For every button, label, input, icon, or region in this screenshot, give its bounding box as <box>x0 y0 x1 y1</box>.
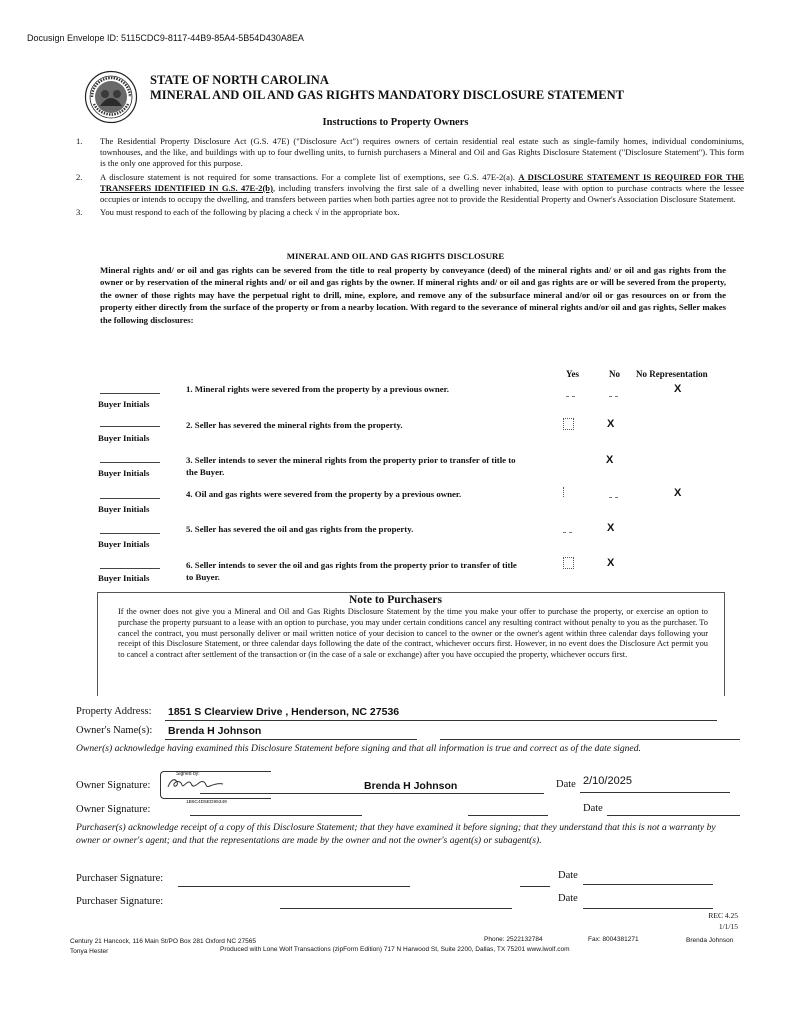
form-title <box>150 73 624 103</box>
owner-printed-name: Brenda H Johnson <box>364 780 458 792</box>
disclosure-heading: MINERAL AND OIL AND GAS RIGHTS DISCLOSURE <box>286 251 505 261</box>
instruction-item: 1. The Residential Property Disclosure Act (G.S. 47E) ("Disclosure Act") requires owners of certain residential real estate such as single-family homes, individual condominiums, townhouses, and the like, and buildings with up to four dwelling units, to furnish purchasers a Mineral and Oil and Gas Rights Disclosure Statement ("Disclosure Statement"). This form is the only one approved for this purpose. <box>76 136 744 169</box>
purchaser-date-2-label: Date <box>558 893 578 904</box>
yes-checkbox[interactable] <box>563 557 574 569</box>
owner-date-2-line[interactable] <box>607 815 740 816</box>
buyer-initials-label: Buyer Initials <box>98 433 150 443</box>
no-checkbox-checked[interactable]: X <box>607 522 615 534</box>
no-checkbox[interactable] <box>609 396 618 397</box>
buyer-initials-line[interactable] <box>100 393 160 394</box>
purchaser-date-1-line[interactable] <box>583 884 713 885</box>
title-form: MINERAL AND OIL AND GAS RIGHTS MANDATORY DISCLOSURE STATEMENT <box>150 88 624 102</box>
nr-checkbox-checked[interactable]: X <box>674 487 682 499</box>
instructions-heading: Instructions to Property Owners <box>322 117 469 128</box>
footer-doc-name: Brenda Johnson <box>686 937 734 944</box>
footer-company: Century 21 Hancock, 116 Main St/PO Box 281 Oxford NC 27565 <box>70 938 256 945</box>
state-seal-icon <box>84 70 138 124</box>
purchaser-signature-2-label: Purchaser Signature: <box>76 896 164 907</box>
column-no: No <box>609 369 620 379</box>
purchaser-date-2-line[interactable] <box>583 908 713 909</box>
footer-phone: Phone: 2522132784 <box>484 936 543 943</box>
buyer-initials-line[interactable] <box>100 533 160 534</box>
yes-checkbox[interactable] <box>563 532 572 533</box>
owner-signature-2-label: Owner Signature: <box>76 804 151 815</box>
instruction-item: 3. You must respond to each of the following by placing a check √ in the appropriate box. <box>76 207 400 218</box>
purchaser-date-1-label: Date <box>558 870 578 881</box>
instruction-item: 2. A disclosure statement is not required for some transactions. For a complete list of exemptions, see G.S. 47E-2(a). A DISCLOSURE STATEMENT IS REQUIRED FOR THE TRANSFERS IDENTIFIED IN G.S. 47E-2(b), including transfers involving the first sale of a dwelling never inhabited, lease with option to purchase contracts where the lessee occupies or intends to occupy the dwelling, and transfers between parties when both parties agree not to provide the Residential Property and Owner's Association Disclosure Statement. <box>76 171 744 205</box>
no-checkbox[interactable] <box>609 497 618 498</box>
buyer-initials-label: Buyer Initials <box>98 539 150 549</box>
column-yes: Yes <box>566 369 579 379</box>
buyer-initials-line[interactable] <box>100 498 160 499</box>
form-code: REC 4.25 1/1/15 <box>708 911 738 931</box>
yes-checkbox[interactable] <box>563 487 565 497</box>
buyer-initials-line[interactable] <box>100 426 160 427</box>
property-address-label: Property Address: <box>76 706 152 717</box>
yes-checkbox[interactable] <box>566 396 575 397</box>
owner-date-2-label: Date <box>583 803 603 814</box>
owner-names-value[interactable]: Brenda H Johnson <box>168 725 262 737</box>
envelope-id: Docusign Envelope ID: 5115CDC9-8117-44B9-85A4-5B54D430A8EA <box>27 33 304 43</box>
signature-id: 1B6C4D5ED95349 <box>186 800 227 805</box>
owner-date-value[interactable]: 2/10/2025 <box>583 775 632 787</box>
no-checkbox-checked[interactable]: X <box>607 557 615 569</box>
purchaser-signature-1-label: Purchaser Signature: <box>76 873 164 884</box>
owner-signature-line <box>200 793 360 794</box>
buyer-initials-line[interactable] <box>100 568 160 569</box>
question-2: 2. Seller has severed the mineral rights from the property. <box>186 420 403 430</box>
owner-signature-2-line[interactable] <box>190 815 362 816</box>
owner-names-line-2 <box>440 739 740 740</box>
owner-names-label: Owner's Name(s): <box>76 725 153 736</box>
buyer-initials-line[interactable] <box>100 462 160 463</box>
footer-fax: Fax: 8004381271 <box>588 936 639 943</box>
owner-signature-label: Owner Signature: <box>76 780 151 791</box>
owner-name-2-line <box>468 815 548 816</box>
owner-names-line <box>165 739 417 740</box>
no-checkbox-checked[interactable]: X <box>607 418 615 430</box>
note-text: If the owner does not give you a Mineral and Oil and Gas Rights Disclosure Statement by the time you make your offer to purchase the property, or exercise an option to purchase the property pursuant to a lease with an option to purchase, you may under certain conditions cancel any resulting contract without penalty to you as the purchaser. To cancel the contract, you must personally deliver or mail written notice of your decision to cancel to the owner or the owner's agent within three calendar days following your receipt of this Disclosure Statement, or three calendar days following the date of the contract, whichever occurs first. However, in no event does the Disclosure Act permit you to cancel a contract after settlement of the transaction or (in the case of a sale or exchange) after you have occupied the property, whichever occurs first. <box>118 607 708 660</box>
nr-checkbox-checked[interactable]: X <box>674 383 682 395</box>
buyer-initials-label: Buyer Initials <box>98 573 150 583</box>
buyer-initials-label: Buyer Initials <box>98 504 150 514</box>
property-address-value[interactable]: 1851 S Clearview Drive , Henderson, NC 27536 <box>168 706 400 718</box>
owner-acknowledgment: Owner(s) acknowledge having examined this Disclosure Statement before signing and that all information is true and correct as of the date signed. <box>76 743 641 754</box>
question-6: 6. Seller intends to sever the oil and gas rights from the property prior to transfer of title to Buyer. <box>186 560 517 582</box>
footer-produced-by: Produced with Lone Wolf Transactions (zipForm Edition) 717 N Harwood St, Suite 2200, Dallas, TX 75201 www.lwolf.com <box>220 946 570 953</box>
purchaser-name-1-line <box>520 886 550 887</box>
owner-date-label: Date <box>556 779 576 790</box>
question-1: 1. Mineral rights were severed from the property by a previous owner. <box>186 384 449 394</box>
property-address-line <box>165 720 443 721</box>
owner-name-line <box>360 793 544 794</box>
question-5: 5. Seller has severed the oil and gas rights from the property. <box>186 524 414 534</box>
purchaser-signature-1-line[interactable] <box>178 886 410 887</box>
question-3: 3. Seller intends to sever the mineral rights from the property prior to transfer of title to the Buyer. <box>186 455 516 477</box>
instructions-list <box>76 136 744 220</box>
footer-agent: Tonya Hester <box>70 948 109 955</box>
yes-checkbox[interactable] <box>563 418 574 430</box>
property-address-line-2 <box>440 720 717 721</box>
question-4: 4. Oil and gas rights were severed from the property by a previous owner. <box>186 489 462 499</box>
purchaser-signature-2-line[interactable] <box>280 908 512 909</box>
note-heading: Note to Purchasers <box>348 594 443 606</box>
owner-signature-drawing[interactable] <box>165 776 245 790</box>
purchaser-acknowledgment: Purchaser(s) acknowledge receipt of a copy of this Disclosure Statement; that they have examined it before signing; that they understand that this is not a warranty by owner or owner's agent; and that the representations are made by the owner and not the owner's agent(s) or subagent(s). <box>76 822 716 846</box>
signed-by-label: Signed by: <box>176 771 200 777</box>
buyer-initials-label: Buyer Initials <box>98 468 150 478</box>
buyer-initials-label: Buyer Initials <box>98 399 150 409</box>
no-checkbox-checked[interactable]: X <box>606 454 614 466</box>
owner-date-line <box>580 792 730 793</box>
disclosure-intro: Mineral rights and/ or oil and gas rights can be severed from the title to real property by conveyance (deed) of the mineral rights and/ or oil and gas rights from the owner or by reservation of the mineral rights and/ or oil and gas rights by the owner. If mineral rights and/ or oil and gas rights are or will be severed from the property, the owner of those rights may have the perpetual right to drill, mine, explore, and remove any of the subsurface mineral and/or oil or gas resources on or from the property either directly from the surface of the property or from a nearby location. With regard to the severance of mineral rights and/or oil and gas rights, Seller makes the following disclosures: <box>100 265 726 325</box>
title-state: STATE OF NORTH CAROLINA <box>150 73 329 87</box>
column-no-representation: No Representation <box>636 369 708 379</box>
